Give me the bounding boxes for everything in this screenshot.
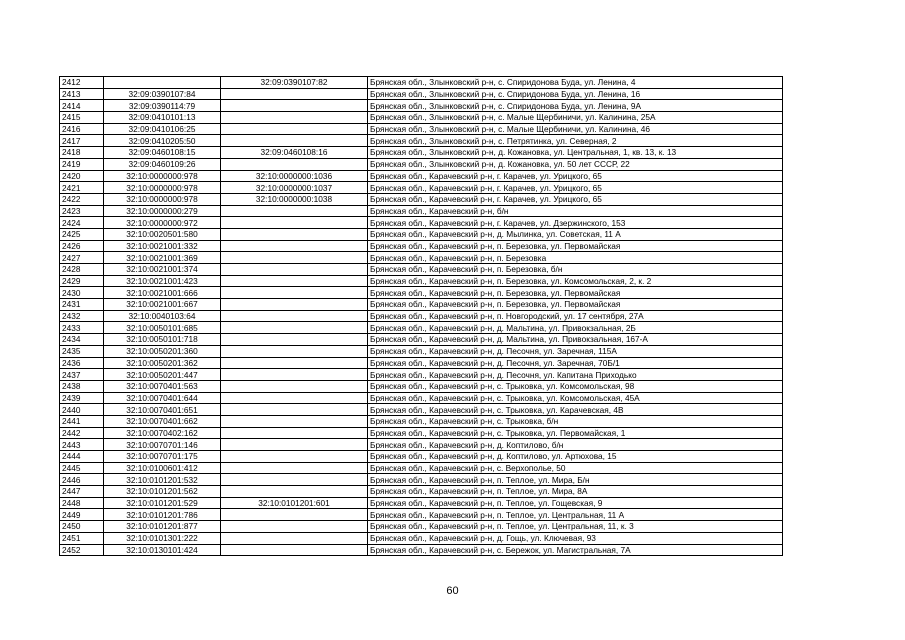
table-row [60,380,783,392]
related-cadastral-number-cell [221,427,368,439]
table-row [60,205,783,217]
cadastral-number-cell: 32:10:0021001:374 [104,264,221,276]
cadastral-number-cell: 32:10:0021001:666 [104,287,221,299]
cadastral-number-cell: 32:09:0410101:13 [104,112,221,124]
address-cell: Брянская обл., Карачевский р-н, д. Мальтина, ул. Привокзальная, 2Б [368,322,783,334]
address-cell: Брянская обл., Карачевский р-н, д. Коптилово, ул. Артюхова, 15 [368,451,783,463]
cadastral-number-cell: 32:10:0100601:412 [104,462,221,474]
cadastral-number-cell: 32:09:0390107:84 [104,88,221,100]
related-cadastral-number-cell [221,521,368,533]
row-number-cell: 2423 [60,205,104,217]
table-row [60,357,783,369]
cadastral-number-cell: 32:10:0000000:279 [104,205,221,217]
address-cell: Брянская обл., Злынковский р-н, с. Спиридонова Буда, ул. Ленина, 4 [368,77,783,89]
related-cadastral-number-cell [221,380,368,392]
address-cell: Брянская обл., Злынковский р-н, д. Кожановка, ул. 50 лет СССР, 22 [368,158,783,170]
related-cadastral-number-cell [221,451,368,463]
table-row [60,123,783,135]
row-number-cell: 2413 [60,88,104,100]
table-row [60,427,783,439]
address-cell: Брянская обл., Карачевский р-н, д. Гощь, ул. Ключевая, 93 [368,532,783,544]
address-cell: Брянская обл., Злынковский р-н, с. Спиридонова Буда, ул. Ленина, 16 [368,88,783,100]
row-number-cell: 2433 [60,322,104,334]
related-cadastral-number-cell [221,404,368,416]
table-row [60,264,783,276]
related-cadastral-number-cell [221,392,368,404]
related-cadastral-number-cell [221,509,368,521]
row-number-cell: 2418 [60,147,104,159]
related-cadastral-number-cell [221,112,368,124]
row-number-cell: 2429 [60,275,104,287]
address-cell: Брянская обл., Злынковский р-н, с. Петрятинка, ул. Северная, 2 [368,135,783,147]
row-number-cell: 2438 [60,380,104,392]
related-cadastral-number-cell [221,369,368,381]
address-cell: Брянская обл., Карачевский р-н, д. Песочня, ул. Заречная, 70Б/1 [368,357,783,369]
related-cadastral-number-cell: 32:10:0000000:1036 [221,170,368,182]
cadastral-number-cell: 32:10:0021001:332 [104,240,221,252]
table-row [60,404,783,416]
row-number-cell: 2451 [60,532,104,544]
row-number-cell: 2422 [60,193,104,205]
address-cell: Брянская обл., Карачевский р-н, п. Березовка, ул. Первомайская [368,287,783,299]
address-cell: Брянская обл., Карачевский р-н, с. Верхополье, 50 [368,462,783,474]
related-cadastral-number-cell [221,439,368,451]
address-cell: Брянская обл., Злынковский р-н, с. Малые Щербиничи, ул. Калинина, 25А [368,112,783,124]
related-cadastral-number-cell: 32:09:0460108:16 [221,147,368,159]
address-cell: Брянская обл., Карачевский р-н, с. Бережок, ул. Магистральная, 7А [368,544,783,556]
table-row [60,287,783,299]
address-cell: Брянская обл., Карачевский р-н, с. Трыковка, ул. Карачевская, 4В [368,404,783,416]
related-cadastral-number-cell [221,135,368,147]
row-number-cell: 2416 [60,123,104,135]
address-cell: Брянская обл., Карачевский р-н, г. Карачев, ул. Дзержинского, 153 [368,217,783,229]
related-cadastral-number-cell [221,462,368,474]
related-cadastral-number-cell [221,158,368,170]
related-cadastral-number-cell [221,123,368,135]
row-number-cell: 2419 [60,158,104,170]
cadastral-number-cell: 32:10:0050101:718 [104,334,221,346]
cadastral-number-cell: 32:09:0390114:79 [104,100,221,112]
table-row [60,299,783,311]
row-number-cell: 2415 [60,112,104,124]
cadastral-number-cell: 32:10:0101201:529 [104,497,221,509]
address-cell: Брянская обл., Карачевский р-н, п. Березовка [368,252,783,264]
row-number-cell: 2424 [60,217,104,229]
address-cell: Брянская обл., Карачевский р-н, п. Новгородский, ул. 17 сентября, 27А [368,310,783,322]
cadastral-number-cell: 32:10:0070401:563 [104,380,221,392]
row-number-cell: 2445 [60,462,104,474]
cadastral-number-cell: 32:10:0101201:562 [104,486,221,498]
related-cadastral-number-cell [221,287,368,299]
row-number-cell: 2436 [60,357,104,369]
cadastral-number-cell: 32:10:0020501:580 [104,228,221,240]
row-number-cell: 2443 [60,439,104,451]
address-cell: Брянская обл., Карачевский р-н, с. Трыковка, ул. Комсомольская, 98 [368,380,783,392]
address-cell: Брянская обл., Карачевский р-н, д. Коптилово, б/н [368,439,783,451]
cadastral-number-cell: 32:10:0050201:362 [104,357,221,369]
related-cadastral-number-cell [221,205,368,217]
cadastral-number-cell: 32:10:0101201:532 [104,474,221,486]
table-row [60,369,783,381]
table-body [60,77,783,556]
address-cell: Брянская обл., Карачевский р-н, д. Мальтина, ул. Привокзальная, 167-А [368,334,783,346]
address-cell: Брянская обл., Злынковский р-н, с. Малые Щербиничи, ул. Калинина, 46 [368,123,783,135]
row-number-cell: 2435 [60,345,104,357]
related-cadastral-number-cell [221,217,368,229]
cadastral-number-cell: 32:10:0050101:685 [104,322,221,334]
row-number-cell: 2412 [60,77,104,89]
row-number-cell: 2420 [60,170,104,182]
row-number-cell: 2440 [60,404,104,416]
address-cell: Брянская обл., Карачевский р-н, д. Песочня, ул. Заречная, 115А [368,345,783,357]
address-cell: Брянская обл., Карачевский р-н, п. Теплое, ул. Мира, 8А [368,486,783,498]
row-number-cell: 2427 [60,252,104,264]
table-row [60,544,783,556]
row-number-cell: 2426 [60,240,104,252]
table-row [60,182,783,194]
table-row [60,147,783,159]
table-row [60,334,783,346]
cadastral-number-cell: 32:09:0410205:50 [104,135,221,147]
row-number-cell: 2442 [60,427,104,439]
address-cell: Брянская обл., Злынковский р-н, д. Кожановка, ул. Центральная, 1, кв. 13, к. 13 [368,147,783,159]
address-cell: Брянская обл., Карачевский р-н, п. Теплое, ул. Гощевская, 9 [368,497,783,509]
address-cell: Брянская обл., Карачевский р-н, п. Теплое, ул. Центральная, 11 А [368,509,783,521]
table-row [60,135,783,147]
table-row [60,217,783,229]
related-cadastral-number-cell [221,100,368,112]
table-row [60,474,783,486]
cadastral-number-cell: 32:10:0070701:175 [104,451,221,463]
address-cell: Брянская обл., Карачевский р-н, п. Березовка, ул. Комсомольская, 2, к. 2 [368,275,783,287]
related-cadastral-number-cell [221,88,368,100]
cadastral-number-cell: 32:10:0070401:651 [104,404,221,416]
table-row [60,310,783,322]
property-register-table [59,76,783,556]
address-cell: Брянская обл., Карачевский р-н, п. Теплое, ул. Мира, Б/н [368,474,783,486]
related-cadastral-number-cell [221,264,368,276]
address-cell: Брянская обл., Карачевский р-н, п. Березовка, ул. Первомайская [368,240,783,252]
row-number-cell: 2447 [60,486,104,498]
row-number-cell: 2437 [60,369,104,381]
row-number-cell: 2421 [60,182,104,194]
row-number-cell: 2450 [60,521,104,533]
related-cadastral-number-cell: 32:10:0000000:1037 [221,182,368,194]
address-cell: Брянская обл., Карачевский р-н, б/н [368,205,783,217]
row-number-cell: 2448 [60,497,104,509]
cadastral-number-cell: 32:09:0460108:15 [104,147,221,159]
table-row [60,486,783,498]
table-row [60,170,783,182]
related-cadastral-number-cell: 32:09:0390107:82 [221,77,368,89]
related-cadastral-number-cell: 32:10:0101201:601 [221,497,368,509]
related-cadastral-number-cell [221,334,368,346]
table-row [60,158,783,170]
table-row [60,415,783,427]
table-row [60,497,783,509]
table-row [60,88,783,100]
cadastral-number-cell: 32:10:0130101:424 [104,544,221,556]
table-row [60,451,783,463]
related-cadastral-number-cell: 32:10:0000000:1038 [221,193,368,205]
table-row [60,532,783,544]
address-cell: Брянская обл., Карачевский р-н, п. Теплое, ул. Центральная, 11, к. 3 [368,521,783,533]
address-cell: Брянская обл., Карачевский р-н, г. Карачев, ул. Урицкого, 65 [368,170,783,182]
row-number-cell: 2441 [60,415,104,427]
table-row [60,439,783,451]
address-cell: Брянская обл., Карачевский р-н, д. Песочня, ул. Капитана Приходько [368,369,783,381]
row-number-cell: 2414 [60,100,104,112]
table-row [60,345,783,357]
address-cell: Брянская обл., Карачевский р-н, п. Березовка, б/н [368,264,783,276]
row-number-cell: 2417 [60,135,104,147]
cadastral-number-cell: 32:10:0021001:667 [104,299,221,311]
row-number-cell: 2430 [60,287,104,299]
cadastral-number-cell: 32:10:0050201:360 [104,345,221,357]
address-cell: Брянская обл., Карачевский р-н, г. Карачев, ул. Урицкого, 65 [368,182,783,194]
table-row [60,509,783,521]
table-row [60,392,783,404]
cadastral-number-cell: 32:10:0070401:644 [104,392,221,404]
row-number-cell: 2425 [60,228,104,240]
related-cadastral-number-cell [221,228,368,240]
table-row [60,521,783,533]
table-row [60,193,783,205]
cadastral-number-cell: 32:10:0050201:447 [104,369,221,381]
table-row [60,240,783,252]
related-cadastral-number-cell [221,310,368,322]
cadastral-number-cell: 32:10:0070401:662 [104,415,221,427]
row-number-cell: 2446 [60,474,104,486]
table-row [60,77,783,89]
row-number-cell: 2452 [60,544,104,556]
row-number-cell: 2431 [60,299,104,311]
cadastral-number-cell: 32:09:0410106:25 [104,123,221,135]
address-cell: Брянская обл., Карачевский р-н, с. Трыковка, б/н [368,415,783,427]
page-number: 60 [446,585,459,597]
related-cadastral-number-cell [221,252,368,264]
cadastral-number-cell: 32:10:0021001:423 [104,275,221,287]
row-number-cell: 2428 [60,264,104,276]
table-row [60,322,783,334]
related-cadastral-number-cell [221,299,368,311]
table-row [60,100,783,112]
table-row [60,112,783,124]
row-number-cell: 2444 [60,451,104,463]
related-cadastral-number-cell [221,357,368,369]
related-cadastral-number-cell [221,532,368,544]
address-cell: Брянская обл., Карачевский р-н, с. Трыковка, ул. Первомайская, 1 [368,427,783,439]
cadastral-number-cell: 32:10:0000000:972 [104,217,221,229]
related-cadastral-number-cell [221,275,368,287]
row-number-cell: 2434 [60,334,104,346]
cadastral-number-cell: 32:10:0021001:369 [104,252,221,264]
row-number-cell: 2432 [60,310,104,322]
cadastral-number-cell [104,77,221,89]
cadastral-number-cell: 32:09:0460109:26 [104,158,221,170]
address-cell: Брянская обл., Карачевский р-н, д. Мылинка, ул. Советская, 11 А [368,228,783,240]
related-cadastral-number-cell [221,486,368,498]
address-cell: Брянская обл., Карачевский р-н, с. Трыковка, ул. Комсомольская, 45А [368,392,783,404]
cadastral-number-cell: 32:10:0000000:978 [104,193,221,205]
related-cadastral-number-cell [221,474,368,486]
cadastral-number-cell: 32:10:0000000:978 [104,182,221,194]
cadastral-number-cell: 32:10:0101201:877 [104,521,221,533]
related-cadastral-number-cell [221,322,368,334]
address-cell: Брянская обл., Злынковский р-н, с. Спиридонова Буда, ул. Ленина, 9А [368,100,783,112]
related-cadastral-number-cell [221,345,368,357]
cadastral-number-cell: 32:10:0040103:64 [104,310,221,322]
related-cadastral-number-cell [221,544,368,556]
address-cell: Брянская обл., Карачевский р-н, п. Березовка, ул. Первомайская [368,299,783,311]
table-row [60,462,783,474]
cadastral-number-cell: 32:10:0101201:786 [104,509,221,521]
related-cadastral-number-cell [221,415,368,427]
table-row [60,275,783,287]
row-number-cell: 2439 [60,392,104,404]
related-cadastral-number-cell [221,240,368,252]
cadastral-number-cell: 32:10:0101301:222 [104,532,221,544]
table-row [60,228,783,240]
address-cell: Брянская обл., Карачевский р-н, г. Карачев, ул. Урицкого, 65 [368,193,783,205]
cadastral-number-cell: 32:10:0070701:146 [104,439,221,451]
table-row [60,252,783,264]
cadastral-number-cell: 32:10:0000000:978 [104,170,221,182]
row-number-cell: 2449 [60,509,104,521]
cadastral-number-cell: 32:10:0070402:162 [104,427,221,439]
